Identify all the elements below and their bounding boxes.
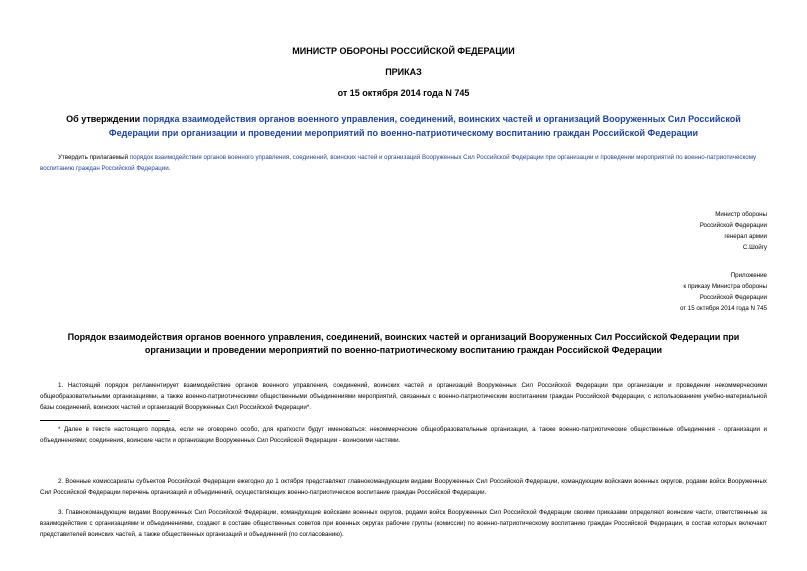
intro-paragraph — [40, 152, 767, 174]
title-prefix: Об утверждении — [66, 114, 143, 124]
signature-block — [567, 209, 767, 253]
signature-line-1: Министр обороны — [715, 211, 767, 218]
title-link[interactable]: порядка взаимодействия органов военного управления, соединений, воинских частей и организаций Вооруженных Сил Российской Федерации при организации и проведении мероприятий по военно-патриотическому воспитанию граждан Российской Федерации — [108, 114, 741, 138]
signature-line-3: генерал армии — [724, 233, 767, 240]
footnote-divider — [40, 420, 170, 421]
ministry-heading: МИНИСТР ОБОРОНЫ РОССИЙСКОЙ ФЕДЕРАЦИИ — [292, 46, 515, 56]
paragraph-3: 3. Главнокомандующие видами Вооруженных Сил Российской Федерации, командующие войсками военных округов, родами войск Вооруженных Сил Российской Федерации своими приказами определяют воинские части, ответственные за взаимодействие с организациями и объединениями, создают в составе общественных советов при военных округах рабочие группы (комиссии) по военно-патриотическому воспитанию граждан Российской Федерации, в состав которых включают представителей воинских частей, а также общественных организаций и объединений (по согласованию). — [40, 509, 767, 538]
signature-line-2: Российской Федерации — [699, 222, 767, 229]
footnote: * Далее в тексте настоящего порядка, если не оговорено особо, для краткости будут именоваться: некоммерческие общеобразовательные организации, а также военно-патриотические общественные объединения - организации и объединениями; соединения, воинские части и организации Вооруженных Сил Российской Федерации - воинскими частями. — [40, 426, 767, 444]
appendix-line-2: к приказу Министра обороны — [683, 283, 767, 290]
intro-prefix: Утвердить прилагаемый — [58, 154, 130, 161]
order-title: Порядок взаимодействия органов военного управления, соединений, воинских частей и организаций Вооруженных Сил Российской Федерации при организации и проведении мероприятий по военно-патриотическому воспитанию граждан Российской Федерации — [67, 332, 740, 355]
appendix-line-3: Российской Федерации — [699, 294, 767, 301]
signature-line-4: С.Шойгу — [742, 244, 767, 251]
appendix-line-1: Приложение — [730, 272, 767, 279]
date-number-heading: от 15 октября 2014 года N 745 — [337, 88, 470, 98]
intro-suffix: . — [168, 165, 171, 172]
appendix-line-4: от 15 октября 2014 года N 745 — [679, 305, 767, 312]
paragraph-1: 1. Настоящий порядок регламентирует взаимодействие органов военного управления, соединений, воинских частей и организаций Вооруженных Сил Российской Федерации при организации и проведении некоммерческими общеобразовательными организациями, а также военно-патриотическими общественными объединениями мероприятий, связанных с военно-патриотическим воспитанием граждан Российской Федерации, с использованием учебно-материальной базы соединений, воинских частей и организаций Вооруженных Сил Российской Федерации*. — [40, 382, 767, 411]
paragraph-2: 2. Военные комиссариаты субъектов Российской Федерации ежегодно до 1 октября представляют главнокомандующим видами Вооруженных Сил Российской Федерации, командующим войсками военных округов, родами войск Вооруженных Сил Российской Федерации перечень организаций и объединений, осуществляющих военно-патриотическое воспитание граждан Российской Федерации. — [40, 478, 767, 496]
appendix-block — [567, 270, 767, 314]
document-title — [40, 112, 767, 140]
intro-link[interactable]: порядок взаимодействия органов военного управления, соединений, воинских частей и организаций Вооруженных Сил Российской Федерации при организации и проведении мероприятий по военно-патриотическому воспитанию граждан Российской Федерации — [40, 154, 757, 172]
doc-type-heading: ПРИКАЗ — [385, 67, 422, 77]
